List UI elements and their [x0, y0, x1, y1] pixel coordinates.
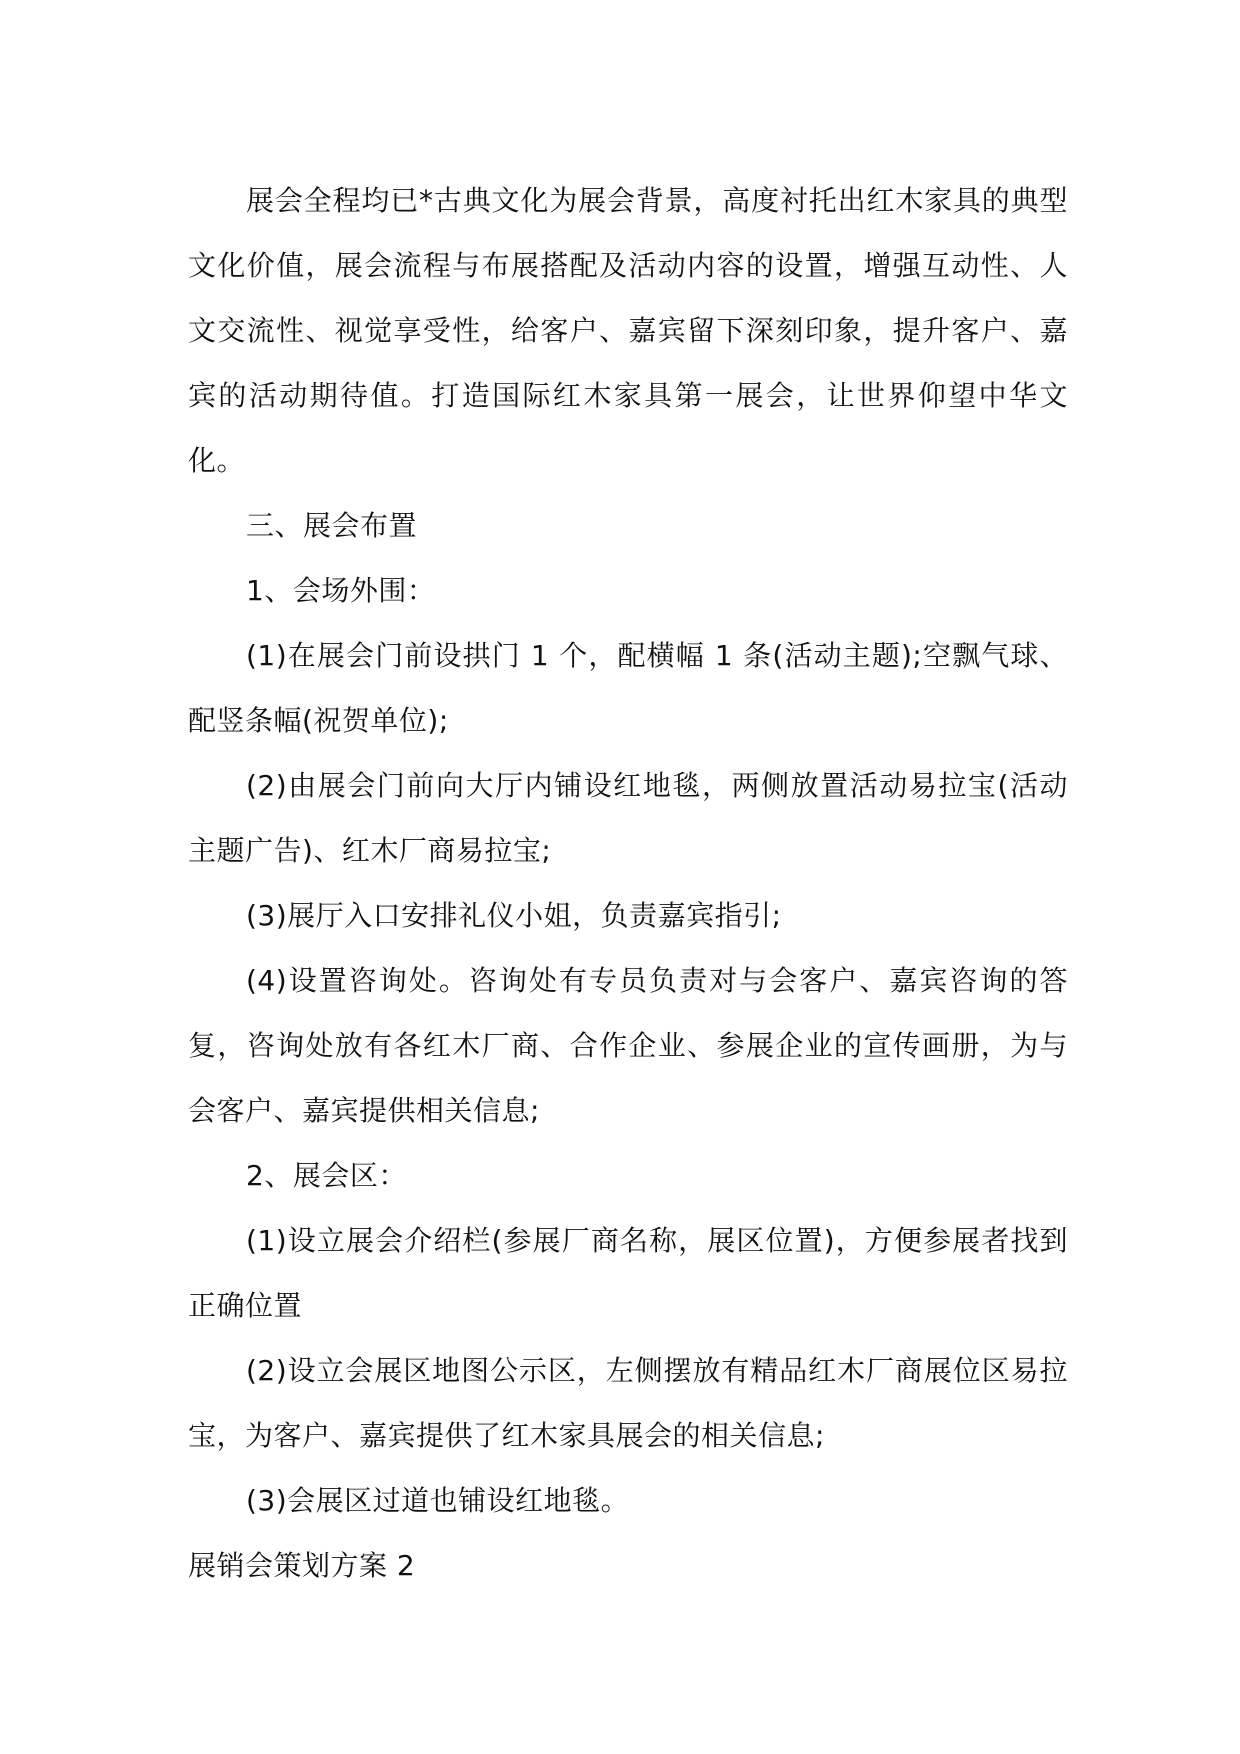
- document-body: [188, 168, 1068, 1598]
- section-title: 展销会策划方案 2: [188, 1549, 416, 1582]
- list-item-aisle-carpet: (3)会展区过道也铺设红地毯。: [246, 1484, 630, 1517]
- list-item-intro-board: (1)设立展会介绍栏(参展厂商名称，展区位置)，方便参展者找到正确位置: [188, 1224, 1068, 1322]
- paragraph-exhibition-theme: 展会全程均已*古典文化为展会背景，高度衬托出红木家具的典型文化价值，展会流程与布展搭配及活动内容的设置，增强互动性、人文交流性、视觉享受性，给客户、嘉宾留下深刻印象，提升客户、嘉宾的活动期待值。打造国际红木家具第一展会，让世界仰望中华文化。: [188, 184, 1068, 477]
- list-item-info-desk: (4)设置咨询处。咨询处有专员负责对与会客户、嘉宾咨询的答复，咨询处放有各红木厂商、合作企业、参展企业的宣传画册，为与会客户、嘉宾提供相关信息;: [188, 964, 1068, 1127]
- list-item-reception: (3)展厅入口安排礼仪小姐，负责嘉宾指引;: [246, 899, 782, 932]
- subheading-exhibition-area: 2、展会区：: [246, 1159, 407, 1192]
- list-item-map-area: (2)设立会展区地图公示区，左侧摆放有精品红木厂商展位区易拉宝，为客户、嘉宾提供了红木家具展会的相关信息;: [188, 1354, 1068, 1452]
- heading-exhibition-layout: 三、展会布置: [246, 509, 418, 542]
- list-item-arch: (1)在展会门前设拱门 1 个，配横幅 1 条(活动主题);空飘气球、配竖条幅(祝贺单位);: [188, 639, 1068, 737]
- list-item-red-carpet: (2)由展会门前向大厅内铺设红地毯，两侧放置活动易拉宝(活动主题广告)、红木厂商易拉宝;: [188, 769, 1068, 867]
- subheading-venue-exterior: 1、会场外围：: [246, 574, 436, 607]
